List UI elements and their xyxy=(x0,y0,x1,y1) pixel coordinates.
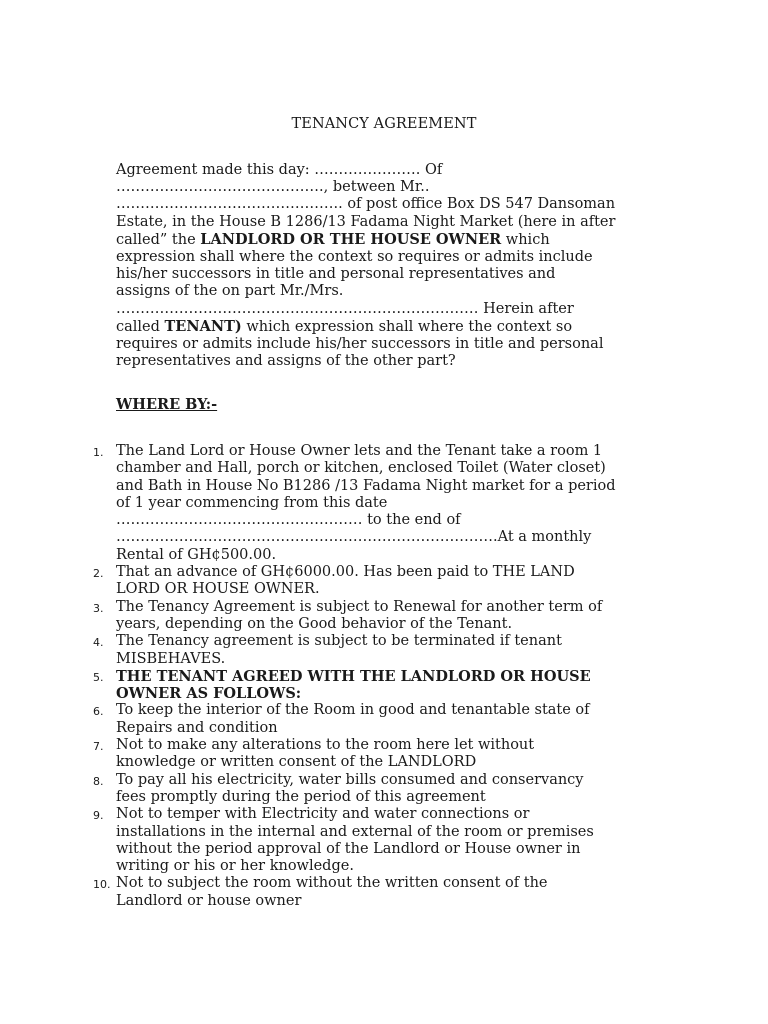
clause-text xyxy=(116,443,768,564)
clause-line: writing or his or her knowledge. xyxy=(116,858,354,875)
intro-text: which expression shall where the context so xyxy=(241,318,573,335)
clause-item xyxy=(0,806,768,875)
clause-number: 6. xyxy=(93,705,104,719)
clause-number: 9. xyxy=(93,809,104,823)
clause-item xyxy=(0,443,768,564)
clause-number: 1. xyxy=(93,446,104,459)
intro-text: called xyxy=(116,318,165,335)
clause-line: THE TENANT AGREED WITH THE LANDLORD OR HOUSE xyxy=(116,667,591,685)
clauses-list xyxy=(0,443,768,910)
clause-line: The Tenancy Agreement is subject to Renewal for another term of xyxy=(116,598,603,615)
clause-text xyxy=(116,564,768,599)
clause-line: …………………………………………… to the end of xyxy=(116,512,461,529)
clause-item xyxy=(0,875,768,910)
clause-text xyxy=(116,668,768,703)
clause-line: …………………………………………………………………….At a monthly xyxy=(116,529,592,546)
clause-line: To pay all his electricity, water bills consumed and conservancy xyxy=(116,771,584,788)
intro-text: which xyxy=(501,231,550,248)
clause-text xyxy=(116,737,768,772)
clause-line: That an advance of GH¢6000.00. Has been paid to THE LAND xyxy=(116,564,575,581)
clause-line: To keep the interior of the Room in good and tenantable state of xyxy=(116,702,590,719)
clause-number: 5. xyxy=(93,670,104,684)
intro-paragraph xyxy=(116,162,661,370)
clause-number: 4. xyxy=(93,636,104,650)
clause-item xyxy=(0,633,768,668)
clause-line: Not to make any alterations to the room here let without xyxy=(116,737,535,754)
intro-line: representatives and assigns of the other part? xyxy=(116,353,456,370)
clause-number: 7. xyxy=(93,740,104,754)
intro-line: Estate, in the House B 1286/13 Fadama Night Market (here in after xyxy=(116,213,616,230)
intro-line: assigns of the on part Mr./Mrs. xyxy=(116,283,344,300)
clause-line: chamber and Hall, porch or kitchen, enclosed Toilet (Water closet) xyxy=(116,460,606,477)
clause-text xyxy=(116,772,768,807)
intro-line: Agreement made this day: …………………. Of xyxy=(116,162,443,178)
clause-text xyxy=(116,599,768,634)
intro-line: ………………………………………………………………… Herein after xyxy=(116,300,574,317)
clause-text xyxy=(116,806,768,875)
clause-number: 2. xyxy=(93,567,104,581)
clause-line: Rental of GH¢500.00. xyxy=(116,546,277,563)
clause-line: without the period approval of the Landlord or House owner in xyxy=(116,840,581,857)
clause-number: 3. xyxy=(93,601,104,615)
clause-item xyxy=(0,599,768,634)
clause-text xyxy=(116,633,768,668)
clause-number: 10. xyxy=(93,878,111,892)
clause-item xyxy=(0,772,768,807)
intro-line xyxy=(116,231,661,249)
clause-line: The Tenancy agreement is subject to be terminated if tenant xyxy=(116,633,562,650)
clause-line: MISBEHAVES. xyxy=(116,650,226,667)
clause-line: installations in the internal and external of the room or premises xyxy=(116,823,594,840)
clause-line: knowledge or written consent of the LANDLORD xyxy=(116,754,477,771)
landlord-term: LANDLORD OR THE HOUSE OWNER xyxy=(200,230,502,248)
intro-text: called” the xyxy=(116,231,201,248)
clause-line: and Bath in House No B1286 /13 Fadama Night market for a period xyxy=(116,477,616,494)
intro-line: requires or admits include his/her successors in title and personal xyxy=(116,336,604,353)
intro-line: ……………………………………….. of post office Box DS 547 Dansoman xyxy=(116,196,616,213)
intro-line: his/her successors in title and personal representatives and xyxy=(116,266,556,283)
clause-line: The Land Lord or House Owner lets and the Tenant take a room 1 xyxy=(116,443,603,459)
intro-line xyxy=(116,318,661,336)
where-by-heading: WHERE BY:- xyxy=(116,396,218,413)
clause-text xyxy=(116,875,768,910)
clause-line: Not to subject the room without the written consent of the xyxy=(116,875,548,892)
clause-item xyxy=(0,668,768,703)
clause-text xyxy=(116,702,768,737)
clause-line: fees promptly during the period of this agreement xyxy=(116,788,486,805)
clause-item xyxy=(0,702,768,737)
clause-line: years, depending on the Good behavior of the Tenant. xyxy=(116,615,513,632)
clause-line: OWNER AS FOLLOWS: xyxy=(116,685,302,703)
clause-item xyxy=(0,564,768,599)
clause-line: LORD OR HOUSE OWNER. xyxy=(116,581,320,598)
clause-line: Not to temper with Electricity and water connections or xyxy=(116,806,530,823)
clause-item xyxy=(0,737,768,772)
clause-line: Landlord or house owner xyxy=(116,892,302,909)
intro-line: expression shall where the context so requires or admits include xyxy=(116,249,593,266)
clause-number: 8. xyxy=(93,774,104,788)
clause-line: of 1 year commencing from this date xyxy=(116,494,388,511)
intro-line: ……………………………………., between Mr.. xyxy=(116,179,430,196)
document-title: TENANCY AGREEMENT xyxy=(291,116,477,132)
clause-line: Repairs and condition xyxy=(116,719,278,736)
tenant-term: TENANT) xyxy=(164,317,242,335)
